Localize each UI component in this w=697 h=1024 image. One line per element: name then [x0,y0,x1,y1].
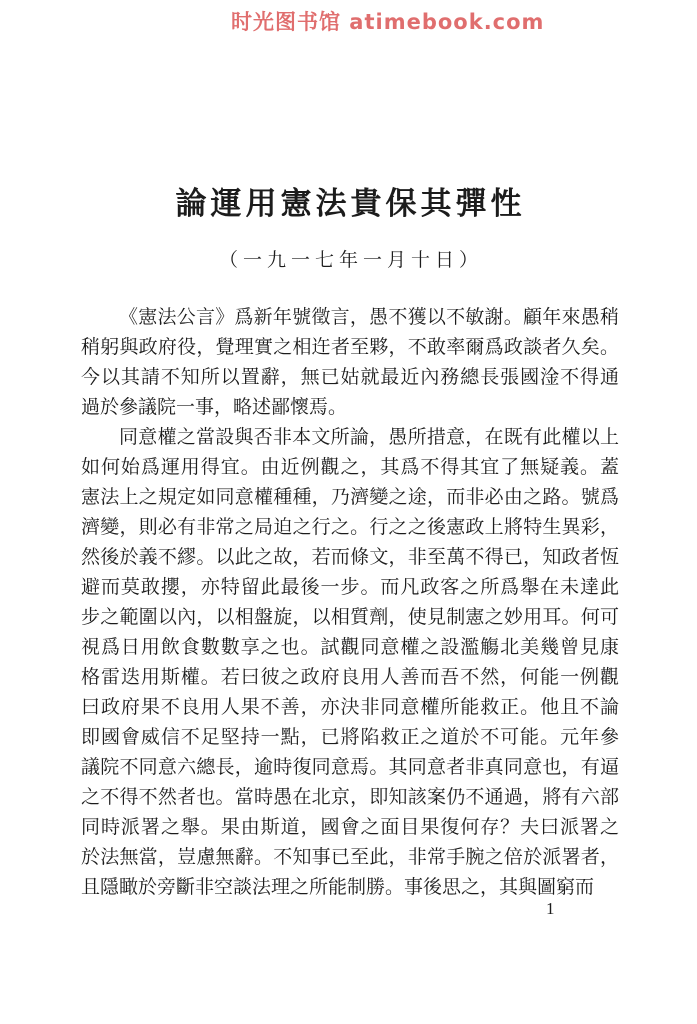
body-line: 稍躬與政府役，覺理實之相迕者至夥，不敢率爾爲政談者久矣。 [81,337,619,358]
body-line: 且隱瞰於旁斷非空談法理之所能制勝。事後思之，其與圖窮而 [81,877,595,898]
watermark-text: 时光图书馆 atimebook.com [231,10,545,34]
body-line: 即國會威信不足堅持一點，已將陷救正之道於不可能。元年參 [81,727,619,748]
date-line: （一九一七年一月十日） [218,250,483,271]
body-line: 步之範圍以內，以相盤旋，以相質劑，使見制憲之妙用耳。何可 [81,607,619,628]
body-line: 如何始爲運用得宜。由近例觀之，其爲不得其宜了無疑義。蓋 [81,457,619,478]
body-line: 今以其請不知所以置辭，無已姑就最近內務總長張國淦不得通 [81,367,619,388]
paragraph [81,303,619,423]
page-number: 1 [546,899,555,918]
body-line: 同時派署之舉。果由斯道，國會之面目果復何存？夫曰派署之 [81,817,619,838]
body-line: 濟變，則必有非常之局迫之行之。行之之後憲政上將特生異彩， [81,517,619,538]
body-line: 過於參議院一事，略述鄙懷焉。 [81,397,348,418]
body-line: 議院不同意六總長，逾時復同意焉。其同意者非真同意也，有逼 [81,757,619,778]
body-line: 視爲日用飲食數數享之也。試觀同意權之設濫觴北美幾曾見康 [81,637,619,658]
body-line: 曰政府果不良用人果不善，亦決非同意權所能救正。他且不論 [81,697,619,718]
body-line: 避而莫敢攖，亦特留此最後一步。而凡政客之所爲舉在未達此 [81,577,619,598]
body-text [81,303,619,903]
page-title: 論運用憲法貴保其彈性 [175,186,526,221]
body-line: 之不得不然者也。當時愚在北京，即知該案仍不通過，將有六部 [81,787,619,808]
body-line: 同意權之當設與否非本文所論，愚所措意，在既有此權以上 [119,427,619,448]
body-line: 《憲法公言》爲新年號徵言，愚不獲以不敏謝。顧年來愚稍 [119,307,619,328]
body-line: 然後於義不繆。以此之故，若而條文，非至萬不得已，知政者恆 [81,547,619,568]
body-line: 憲法上之規定如同意權種種，乃濟變之途，而非必由之路。號爲 [81,487,619,508]
paragraph [81,423,619,903]
body-line: 於法無當，豈慮無辭。不知事已至此，非常手腕之倍於派署者， [81,847,619,868]
body-line: 格雷迭用斯權。若曰彼之政府良用人善而吾不然，何能一例觀 [81,667,619,688]
